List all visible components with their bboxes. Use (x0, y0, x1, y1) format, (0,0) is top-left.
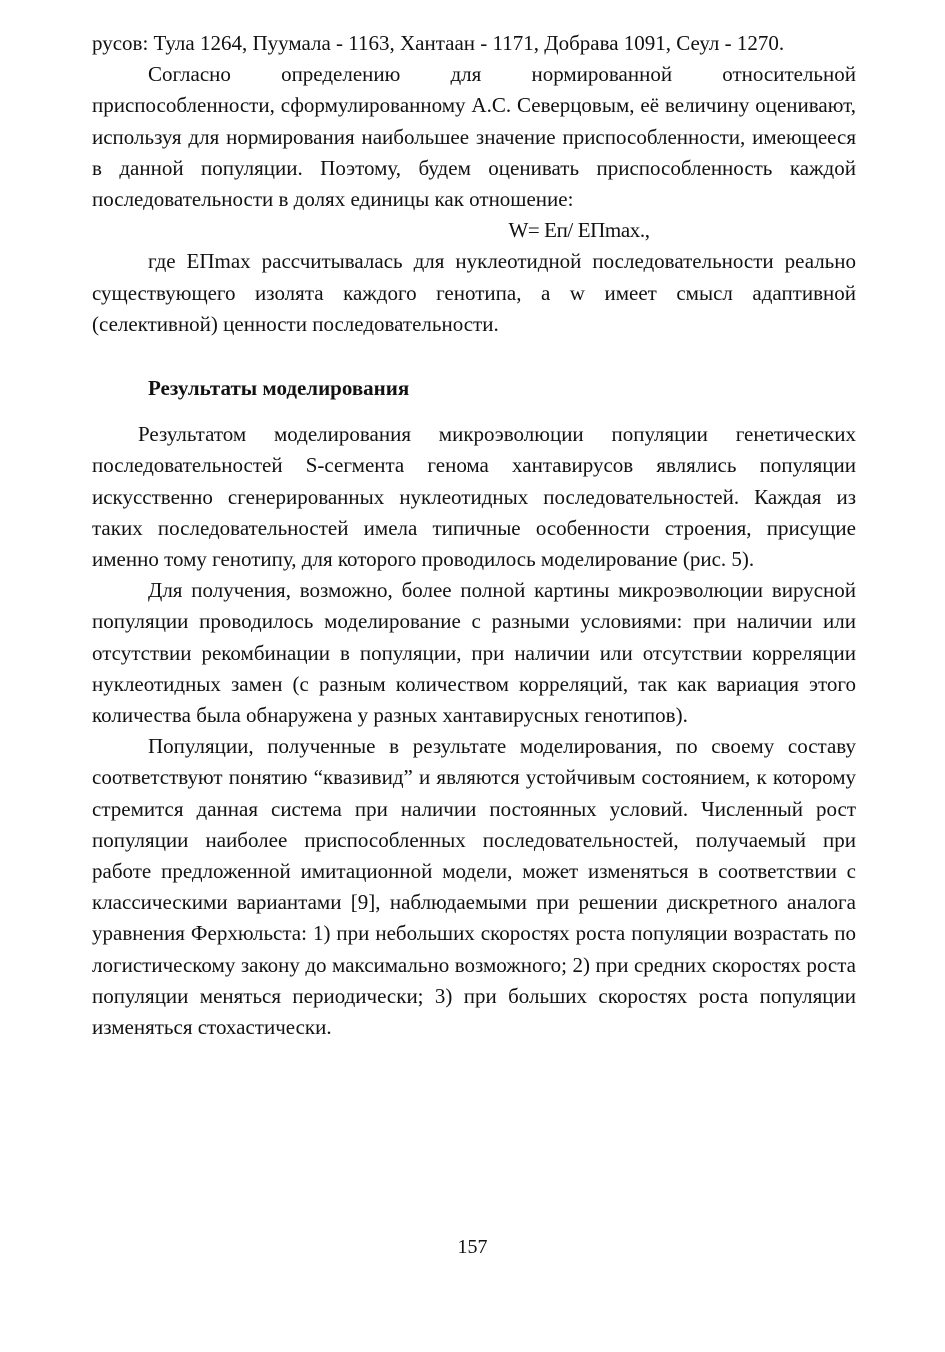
paragraph-intro-continuation: русов: Тула 1264, Пуумала - 1163, Хантаан - 1171, Добрава 1091, Сеул - 1270. (92, 31, 785, 55)
formula-fitness: W= Eп/ EПmax., (508, 218, 650, 243)
page-number: 157 (457, 1236, 488, 1258)
paragraph-fitness-definition: Согласно определению для нормированной относительной приспособленности, сформулированному А.С. Северцовым, её величину оценивают, используя для нормирования наибольшее значение приспособленности, имеющееся в данной популяции. Поэтому, будем оценивать приспособленность каждой последовательности в долях единицы как отношение: (92, 62, 856, 212)
paragraph-formula-explanation: где EПmax рассчитывалась для нуклеотидной последовательности реально существующего изолята каждого генотипа, а w имеет смысл адаптивной (селективной) ценности последовательности. (92, 249, 856, 336)
paragraph-results-2: Для получения, возможно, более полной картины микроэволюции вирусной популяции проводилось моделирование с разными условиями: при наличии или отсутствии рекомбинации в популяции, при наличии или отсутствии корреляции нуклеотидных замен (с разным количеством корреляций, так как вариация этого количества была обнаружена у разных хантавирусных генотипов). (92, 578, 856, 728)
section-heading-results: Результаты моделирования (148, 376, 410, 401)
paragraph-results-1: Результатом моделирования микроэволюции популяции генетических последовательностей S-сегмента генома хантавирусов являлись популяции искусственно сгенерированных нуклеотидных последовательностей. Каждая из таких последовательностей имела типичные особенности строения, присущие именно тому генотипу, для которого проводилось моделирование (рис. 5). (92, 422, 856, 572)
paragraph-results-3: Популяции, полученные в результате моделирования, по своему составу соответствуют понятию “квазивид” и являются устойчивым состоянием, к которому стремится данная система при наличии постоянных условий. Численный рост популяции наиболее приспособленных последовательностей, получаемый при работе предложенной имитационной модели, может изменяться в соответствии с классическими вариантами [9], наблюдаемыми при решении дискретного аналога уравнения Ферхюльста: 1) при небольших скоростях роста популяции возрастать по логистическому закону до максимально возможного; 2) при средних скоростях роста популяции меняться периодически; 3) при больших скоростях роста популяции изменяться стохастически. (92, 734, 856, 1040)
document-page (92, 28, 856, 1043)
